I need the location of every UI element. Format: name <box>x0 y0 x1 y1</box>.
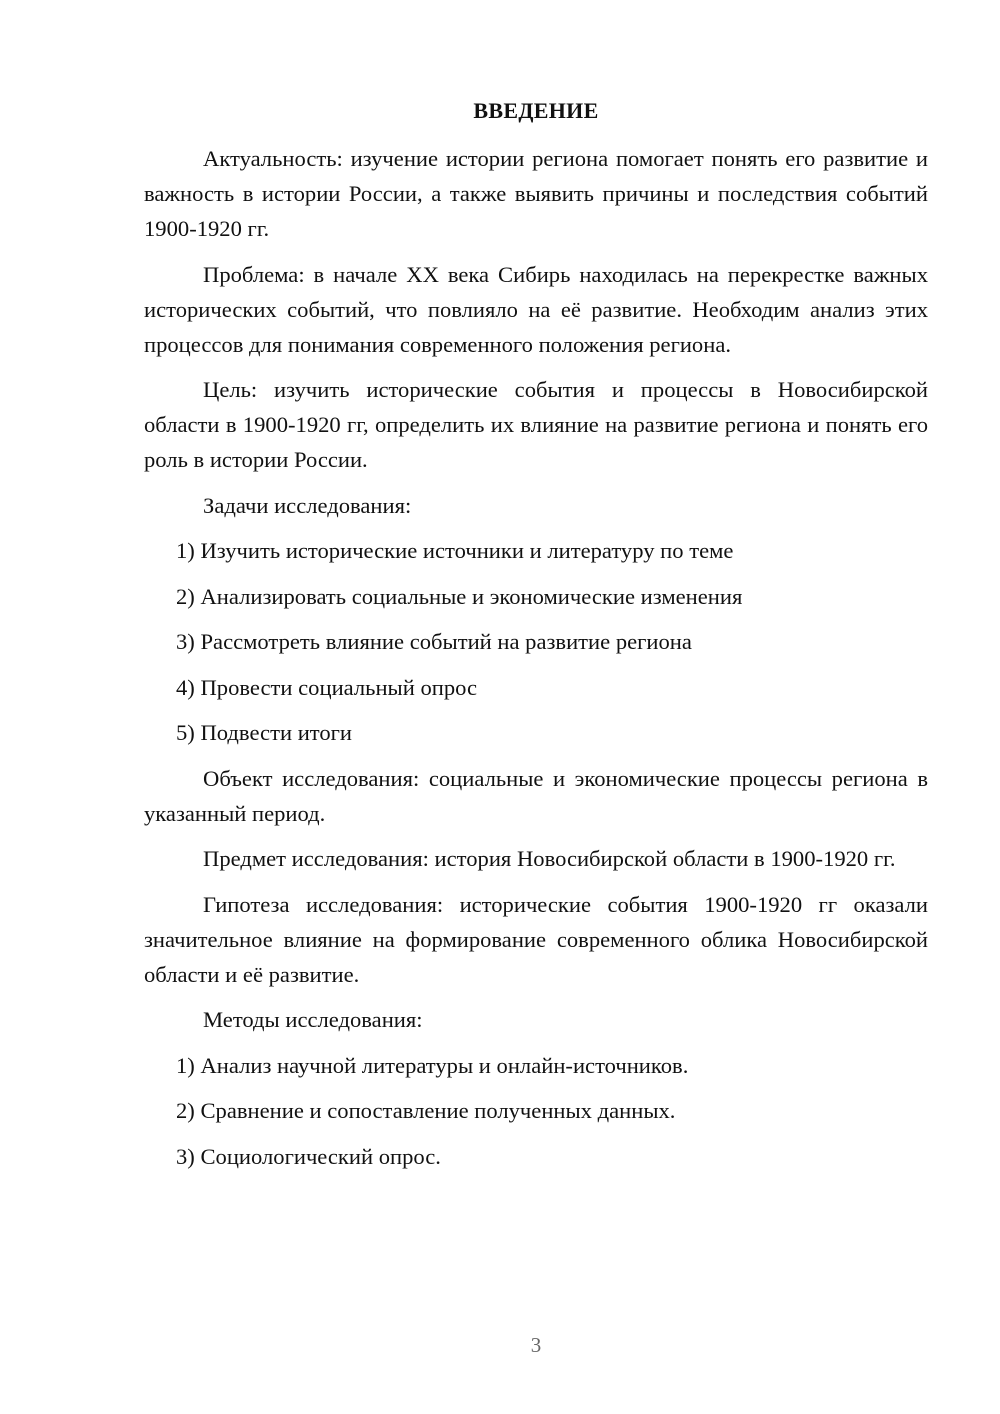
list-item: 3) Социологический опрос. <box>176 1143 441 1169</box>
problem-paragraph: Проблема: в начале XX века Сибирь находилась на перекрестке важных исторических событий, что повлияло на её развитие. Необходим анализ этих процессов для понимания современного положения региона. <box>144 261 928 357</box>
tasks-heading: Задачи исследования: <box>203 492 412 518</box>
list-item: 5) Подвести итоги <box>176 720 353 745</box>
list-item: 4) Провести социальный опрос <box>176 674 478 700</box>
page-title: ВВЕДЕНИЕ <box>473 98 599 123</box>
methods-heading: Методы исследования: <box>203 1007 423 1032</box>
list-item: 1) Изучить исторические источники и литературу по теме <box>176 538 734 563</box>
list-item: 3) Рассмотреть влияние событий на развитие региона <box>176 629 692 654</box>
relevance-paragraph: Актуальность: изучение истории региона помогает понять его развитие и важность в истории России, а также выявить причины и последствия событий 1900-1920 гг. <box>144 146 928 241</box>
subject-paragraph: Предмет исследования: история Новосибирской области в 1900-1920 гг. <box>203 846 896 871</box>
hypothesis-paragraph: Гипотеза исследования: исторические события 1900-1920 гг оказали значительное влияние на формирование современного облика Новосибирской области и её развитие. <box>144 891 928 987</box>
methods-list <box>144 1048 928 1174</box>
document-body <box>144 141 928 1184</box>
goal-paragraph: Цель: изучить исторические события и процессы в Новосибирской области в 1900-1920 гг, определить их влияние на развитие региона и понять его роль в истории России. <box>144 377 928 472</box>
list-item: 2) Сравнение и сопоставление полученных данных. <box>176 1098 676 1123</box>
object-paragraph: Объект исследования: социальные и экономические процессы региона в указанный период. <box>144 765 928 826</box>
list-item: 1) Анализ научной литературы и онлайн-источников. <box>176 1052 689 1078</box>
list-item: 2) Анализировать социальные и экономические изменения <box>176 583 743 609</box>
tasks-list <box>144 533 928 750</box>
page-number: 3 <box>530 1333 542 1357</box>
